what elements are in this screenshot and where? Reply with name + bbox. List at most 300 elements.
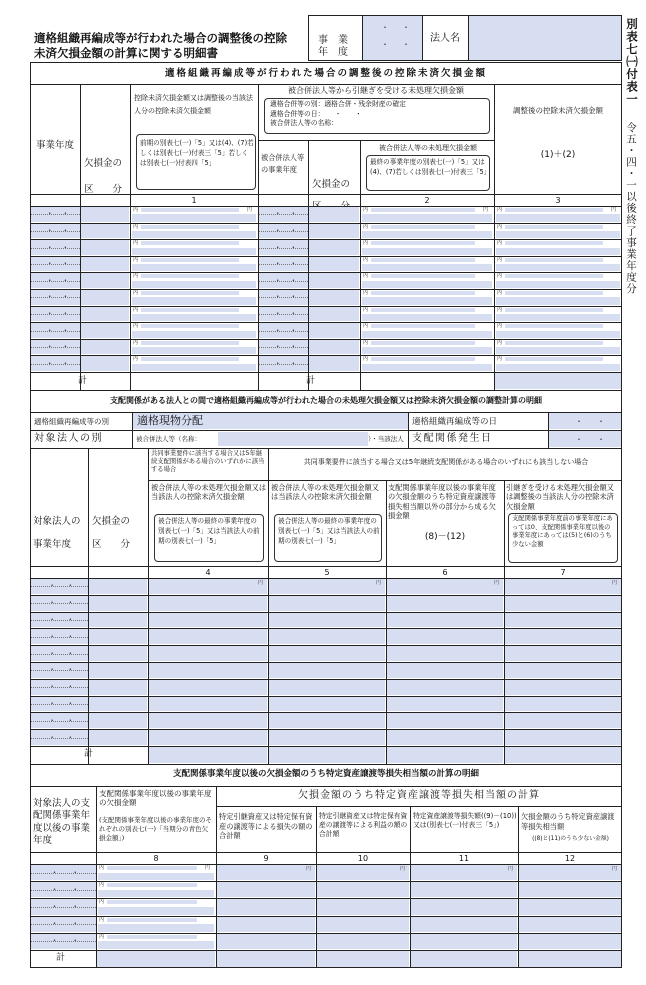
inner-label: 内 bbox=[99, 933, 105, 940]
s2-total-col6[interactable] bbox=[387, 747, 503, 763]
s1-merged-loss-type-cell[interactable] bbox=[309, 356, 359, 371]
s2-col7-head: 引継ぎを受ける未処理欠損金額又は調整後の当該法人分の控除未済欠損金額 bbox=[506, 483, 614, 511]
s1-merged-loss-type-cell[interactable] bbox=[309, 340, 359, 355]
s2-col4-cell[interactable] bbox=[149, 680, 267, 695]
s2-col6-formula: (8)－(12) bbox=[424, 532, 466, 542]
s3-col8-cell[interactable] bbox=[98, 873, 214, 881]
date-dot: ・ bbox=[48, 581, 57, 591]
s2-col7-cell[interactable] bbox=[505, 596, 621, 611]
s3-col8-cell-inner[interactable] bbox=[107, 883, 197, 887]
s3-col12-head: 欠損金額のうち特定資産譲渡等損失相当額 bbox=[521, 812, 615, 831]
s1-col2-cell[interactable] bbox=[362, 264, 492, 271]
s2-loss-type-cell[interactable] bbox=[89, 613, 147, 628]
date-dot: ・ bbox=[71, 884, 80, 894]
s2-col4-cell[interactable] bbox=[149, 646, 267, 661]
inner-label: 内 bbox=[99, 865, 105, 871]
row-line bbox=[30, 712, 622, 713]
s2-col5-cell[interactable] bbox=[269, 680, 385, 695]
s1-col3-cell-inner[interactable] bbox=[505, 258, 603, 262]
date-dot: ・ bbox=[289, 259, 298, 269]
s1-col1-cell[interactable] bbox=[132, 264, 256, 271]
s1-col1-cell-inner[interactable] bbox=[141, 324, 239, 328]
s2-col5-cell[interactable] bbox=[269, 613, 385, 628]
s1-col3-cell[interactable] bbox=[496, 264, 620, 271]
s1-merged-loss-type-cell[interactable] bbox=[309, 257, 359, 272]
s1-col2-cell-inner[interactable] bbox=[371, 225, 475, 229]
s3-col8-cell[interactable] bbox=[98, 890, 214, 898]
s1-col2-cell-inner[interactable] bbox=[371, 357, 475, 361]
s1-loss-type-cell[interactable] bbox=[81, 340, 129, 355]
s1-merged-loss-type-cell[interactable] bbox=[309, 207, 359, 222]
date-dot: ・ bbox=[66, 615, 75, 624]
date-dot: ・ bbox=[45, 242, 54, 252]
row-line bbox=[30, 916, 622, 917]
s3-col8-cell-inner[interactable] bbox=[107, 918, 197, 922]
s1-col1-cell-inner[interactable] bbox=[141, 208, 239, 212]
cell-divider bbox=[31, 347, 80, 348]
s2-col4-head: 被合併法人等の未処理欠損金額又は当該法人の控除未済欠損金額 bbox=[151, 483, 267, 502]
s1-col1-cell[interactable] bbox=[132, 331, 256, 338]
s1-col1-cell[interactable] bbox=[132, 214, 256, 221]
row-line bbox=[30, 306, 622, 307]
s2-col6-cell[interactable] bbox=[387, 629, 503, 644]
date-dot: ・ bbox=[45, 308, 54, 318]
inner-label: 内 bbox=[133, 306, 139, 313]
yen-label: 円 bbox=[611, 207, 617, 213]
s1-col3-cell-inner[interactable] bbox=[505, 208, 603, 212]
s1-col1-cell[interactable] bbox=[132, 347, 256, 354]
s3-col11-cell[interactable] bbox=[411, 899, 517, 914]
date-dot: ・ bbox=[289, 342, 298, 352]
date-dot: ・ bbox=[48, 615, 57, 624]
s3-total-col12[interactable] bbox=[519, 951, 621, 967]
date-dot: ・ bbox=[289, 308, 298, 318]
s2-total-label: 計 bbox=[84, 749, 94, 759]
s1-col2-cell[interactable] bbox=[362, 314, 492, 321]
s2-col7-cell[interactable] bbox=[505, 730, 621, 745]
inner-label: 内 bbox=[497, 323, 503, 330]
s1-col3-cell-inner[interactable] bbox=[505, 341, 603, 345]
s1-col2-cell[interactable] bbox=[362, 248, 492, 255]
s2-total-col7[interactable] bbox=[505, 747, 621, 763]
yen-label: 円 bbox=[494, 580, 500, 586]
s3-col8-cell[interactable] bbox=[98, 907, 214, 915]
s2-col4-cell[interactable] bbox=[149, 730, 267, 745]
s1-col1-cell[interactable] bbox=[132, 248, 256, 255]
row-line bbox=[30, 595, 622, 596]
s1-loss-type-cell[interactable] bbox=[81, 240, 129, 255]
date-dot: ・ bbox=[289, 225, 298, 235]
s2-col4-cell[interactable] bbox=[149, 596, 267, 611]
s2-col7-cell[interactable] bbox=[505, 680, 621, 695]
s1-merged-loss-type-cell[interactable] bbox=[309, 323, 359, 338]
row-line bbox=[30, 662, 622, 663]
date-dot: ・ bbox=[273, 242, 282, 252]
s2-col7-cell[interactable] bbox=[505, 629, 621, 644]
s1-col2-cell[interactable] bbox=[362, 347, 492, 354]
s1-col2-head: 被合併法人等の未処理欠損金額 bbox=[379, 144, 477, 152]
row-line bbox=[30, 628, 622, 629]
fiscal-year-label: 事 業 年 度 bbox=[318, 34, 348, 58]
inner-label: 内 bbox=[497, 223, 503, 230]
s2-col4-cell[interactable] bbox=[149, 629, 267, 644]
s2-loss-type-cell[interactable] bbox=[89, 629, 147, 644]
cell-divider bbox=[31, 654, 88, 655]
inner-label: 内 bbox=[497, 339, 503, 346]
s1-col2-cell[interactable] bbox=[362, 331, 492, 338]
s3-col8-cell-inner[interactable] bbox=[107, 900, 197, 904]
date-dot: ・ bbox=[45, 275, 54, 285]
date-dot: ・ bbox=[289, 292, 298, 302]
s2-loss-type-cell[interactable] bbox=[89, 579, 147, 594]
s1-col2-cell[interactable] bbox=[362, 364, 492, 371]
s3-col9-cell[interactable] bbox=[217, 917, 315, 932]
date-dot: ・ bbox=[289, 209, 298, 219]
s3-col11-cell[interactable] bbox=[411, 934, 517, 949]
inner-label: 内 bbox=[363, 240, 369, 247]
date-dot: ・ bbox=[48, 648, 57, 658]
yen-label: 円 bbox=[400, 866, 406, 872]
s2-col4-cell[interactable] bbox=[149, 579, 267, 594]
s3-col8-cell[interactable] bbox=[98, 924, 214, 932]
date-dot: ・ bbox=[273, 325, 282, 335]
date-dot: ・ bbox=[48, 665, 57, 675]
s2-col7-cell[interactable] bbox=[505, 613, 621, 628]
s3-col8-sub: (支配関係事業年度以後の事業年度のそれぞれの別表七(一)「当期分の青色欠損金額」) bbox=[99, 816, 213, 842]
date-dot: ・ bbox=[66, 732, 75, 742]
date-dot: ・ bbox=[71, 867, 80, 877]
s2-col5-cell[interactable] bbox=[269, 713, 385, 728]
s2-col7-cell[interactable] bbox=[505, 713, 621, 728]
s2-group-b-head: 共同事業要件に該当する場合又は5年継続支配関係がある場合のいずれにも該当しない場合 bbox=[303, 458, 589, 466]
s1-loss-type-cell[interactable] bbox=[81, 207, 129, 222]
s1-col2-cell-inner[interactable] bbox=[371, 208, 475, 212]
s3-col9-cell[interactable] bbox=[217, 865, 315, 880]
s3-year-label: 対象法人の支配関係事業年度以後の事業年度 bbox=[33, 798, 91, 847]
date-dot: ・ bbox=[50, 936, 59, 946]
date-dot: ・ bbox=[273, 342, 282, 352]
date-dot: ・ bbox=[50, 884, 59, 894]
date-dot: ・ bbox=[273, 358, 282, 368]
inner-label: 内 bbox=[133, 290, 139, 296]
inner-label: 内 bbox=[133, 223, 139, 230]
cell-divider bbox=[31, 924, 96, 925]
s3-col11-cell[interactable] bbox=[411, 917, 517, 932]
inner-label: 内 bbox=[363, 256, 369, 263]
s2-col6-cell[interactable] bbox=[387, 596, 503, 611]
s1-col1-cell[interactable] bbox=[132, 314, 256, 321]
s2-col4-cell[interactable] bbox=[149, 697, 267, 712]
s2-col6-cell[interactable] bbox=[387, 730, 503, 745]
s2-col7-cell[interactable] bbox=[505, 579, 621, 594]
s2-col5-head: 被合併法人等の未処理欠損金額又は当該法人の控除未済欠損金額 bbox=[271, 483, 379, 502]
s1-col1-head: 控除未済欠損金額又は調整後の当該法人分の控除未済欠損金額 bbox=[134, 94, 253, 115]
s1-col2-cell[interactable] bbox=[362, 281, 492, 288]
s3-col12-cell[interactable] bbox=[519, 882, 621, 897]
s1-col3-cell[interactable] bbox=[496, 214, 620, 221]
s2-loss-type-cell[interactable] bbox=[89, 730, 147, 745]
date-dot: ・ bbox=[66, 682, 75, 692]
yen-label: 円 bbox=[258, 580, 264, 586]
date-dot: ・ bbox=[71, 902, 80, 911]
target-name-field[interactable] bbox=[218, 432, 368, 446]
cell-divider bbox=[31, 586, 88, 587]
date-dot: ・ bbox=[71, 936, 80, 946]
s2-col4-cell[interactable] bbox=[149, 663, 267, 678]
s2-col5-cell[interactable] bbox=[269, 579, 385, 594]
s1-col1-cell-inner[interactable] bbox=[141, 258, 239, 262]
s3-col12-cell[interactable] bbox=[519, 934, 621, 949]
s2-col6-cell[interactable] bbox=[387, 680, 503, 695]
s1-col2-cell-inner[interactable] bbox=[371, 308, 475, 312]
s1-col2-cell[interactable] bbox=[362, 231, 492, 238]
cell-divider bbox=[31, 721, 88, 722]
s1-col3-cell[interactable] bbox=[496, 347, 620, 354]
s1-col3-cell[interactable] bbox=[496, 331, 620, 338]
s2-col6-cell[interactable] bbox=[387, 697, 503, 712]
row-line bbox=[30, 256, 622, 257]
s1-merged-loss-type-cell[interactable] bbox=[309, 240, 359, 255]
s3-col10-cell[interactable] bbox=[317, 899, 409, 914]
s2-col5-cell[interactable] bbox=[269, 697, 385, 712]
row-line bbox=[30, 272, 622, 273]
s3-col10-cell[interactable] bbox=[317, 865, 409, 880]
s3-col8-cell-inner[interactable] bbox=[107, 866, 197, 870]
s3-col11-cell[interactable] bbox=[411, 865, 517, 880]
s3-col11-cell[interactable] bbox=[411, 882, 517, 897]
s2-col6-cell[interactable] bbox=[387, 646, 503, 661]
date-dot: ・ bbox=[66, 598, 75, 608]
cell-divider bbox=[259, 347, 308, 348]
s1-col2-cell-inner[interactable] bbox=[371, 324, 475, 328]
s3-col8-cell-inner[interactable] bbox=[107, 935, 197, 939]
s2-loss-type-cell[interactable] bbox=[89, 697, 147, 712]
s3-col12-cell[interactable] bbox=[519, 899, 621, 914]
inner-label: 内 bbox=[99, 899, 105, 906]
cell-divider bbox=[259, 248, 308, 249]
date-dot: ・ bbox=[45, 325, 54, 335]
s3-col12-cell[interactable] bbox=[519, 917, 621, 932]
row-line bbox=[30, 645, 622, 646]
inner-label: 内 bbox=[133, 356, 139, 363]
s1-loss-type-cell[interactable] bbox=[81, 257, 129, 272]
s2-loss-type-cell[interactable] bbox=[89, 663, 147, 678]
inner-label: 内 bbox=[497, 306, 503, 313]
inner-label: 内 bbox=[363, 356, 369, 363]
row-line bbox=[30, 355, 622, 356]
date-dot: ・ bbox=[45, 225, 54, 235]
s3-total-label: 計 bbox=[56, 953, 66, 963]
s3-total-col11[interactable] bbox=[411, 951, 517, 967]
s1-col3-cell-inner[interactable] bbox=[505, 324, 603, 328]
corporation-name-field[interactable] bbox=[469, 16, 621, 60]
s1-col1-cell[interactable] bbox=[132, 364, 256, 371]
date-dot: ・ bbox=[45, 292, 54, 302]
s2-col4-cell[interactable] bbox=[149, 613, 267, 628]
s1-loss-type-cell[interactable] bbox=[81, 307, 129, 322]
s1-total-col3[interactable] bbox=[495, 373, 621, 389]
reorg-type-value: 適格現物分配 bbox=[137, 414, 203, 427]
s1-total-label: 計 bbox=[78, 376, 88, 386]
s1-col1-cell[interactable] bbox=[132, 297, 256, 304]
s1-merged-loss-type-cell[interactable] bbox=[309, 290, 359, 305]
s1-loss-type-cell[interactable] bbox=[81, 356, 129, 371]
s2-col7-cell[interactable] bbox=[505, 646, 621, 661]
date-dot: ・ bbox=[50, 919, 59, 929]
s1-col1-cell-inner[interactable] bbox=[141, 241, 239, 245]
cell-divider bbox=[259, 364, 308, 365]
s1-loss-type-cell[interactable] bbox=[81, 224, 129, 239]
s1-col1-cell[interactable] bbox=[132, 231, 256, 238]
s2-col5-cell[interactable] bbox=[269, 730, 385, 745]
s1-col1-cell-inner[interactable] bbox=[141, 291, 239, 295]
s1-col3-cell[interactable] bbox=[496, 281, 620, 288]
cell-divider bbox=[259, 314, 308, 315]
s1-loss-type-label: 欠損金の 区 分 bbox=[84, 157, 123, 196]
reorg-date-field[interactable] bbox=[549, 413, 621, 429]
cell-divider bbox=[31, 873, 96, 874]
s2-col5-cell[interactable] bbox=[269, 596, 385, 611]
s2-year-label: 対象法人の 事業年度 bbox=[33, 515, 81, 550]
s1-col2-cell-inner[interactable] bbox=[371, 341, 475, 345]
s1-col1-cell-inner[interactable] bbox=[141, 341, 239, 345]
date-dot: ・ bbox=[48, 715, 57, 725]
form-title: 適格組織再編成等が行われた場合の調整後の控除 未済欠損金額の計算に関する明細書 bbox=[34, 31, 287, 60]
s2-col5-cell[interactable] bbox=[269, 629, 385, 644]
s1-col1-cell[interactable] bbox=[132, 281, 256, 288]
s1-loss-type-cell[interactable] bbox=[81, 323, 129, 338]
s1-col2-cell-inner[interactable] bbox=[371, 241, 475, 245]
s1-col1-cell-inner[interactable] bbox=[141, 274, 239, 278]
date-dot: ・ bbox=[45, 342, 54, 352]
yen-label: 円 bbox=[247, 207, 253, 213]
inner-label: 内 bbox=[363, 223, 369, 230]
row-line bbox=[30, 578, 622, 579]
control-date-label: 支配関係発生日 bbox=[412, 433, 493, 444]
s3-total-col9[interactable] bbox=[217, 951, 315, 967]
row-line bbox=[30, 729, 622, 730]
s1-loss-type-cell[interactable] bbox=[81, 290, 129, 305]
s1-col2-cell-inner[interactable] bbox=[371, 291, 475, 295]
s1-col3-cell[interactable] bbox=[496, 364, 620, 371]
s1-col2-cell[interactable] bbox=[362, 297, 492, 304]
date-dot: ・ bbox=[48, 682, 57, 692]
s1-merged-loss-type-cell[interactable] bbox=[309, 224, 359, 239]
date-dot: ・ bbox=[71, 919, 80, 929]
control-date-field[interactable] bbox=[549, 431, 621, 447]
date-dot: ・ bbox=[66, 699, 75, 708]
s2-loss-type-cell[interactable] bbox=[89, 680, 147, 695]
cell-divider bbox=[31, 687, 88, 688]
s1-col1-cell-inner[interactable] bbox=[141, 357, 239, 361]
s2-col7-cell[interactable] bbox=[505, 663, 621, 678]
cell-divider bbox=[31, 314, 80, 315]
s2-col4-cell[interactable] bbox=[149, 713, 267, 728]
s1-merged-loss-type-cell[interactable] bbox=[309, 307, 359, 322]
section3-heading: 支配関係事業年度以後の欠損金額のうち特定資産譲渡等損失相当額の計算の明細 bbox=[172, 769, 479, 779]
s2-col7-cell[interactable] bbox=[505, 697, 621, 712]
s1-col3-cell[interactable] bbox=[496, 297, 620, 304]
s3-col8-cell[interactable] bbox=[98, 941, 214, 949]
s1-col3-cell-inner[interactable] bbox=[505, 308, 603, 312]
s1-col3-cell-inner[interactable] bbox=[505, 357, 603, 361]
s1-col2-cell[interactable] bbox=[362, 214, 492, 221]
yen-label: 円 bbox=[508, 866, 514, 872]
s3-col10-cell[interactable] bbox=[317, 934, 409, 949]
date-dot: ・ bbox=[61, 259, 70, 269]
s1-col1-cell-inner[interactable] bbox=[141, 225, 239, 229]
s2-loss-type-cell[interactable] bbox=[89, 646, 147, 661]
row-line bbox=[30, 612, 622, 613]
s2-col6-cell[interactable] bbox=[387, 663, 503, 678]
s1-col3-cell-inner[interactable] bbox=[505, 291, 603, 295]
yen-label: 円 bbox=[612, 580, 618, 586]
inner-label: 内 bbox=[99, 916, 105, 923]
s2-loss-type-cell[interactable] bbox=[89, 713, 147, 728]
s2-col6-cell[interactable] bbox=[387, 713, 503, 728]
s1-col1-cell-inner[interactable] bbox=[141, 308, 239, 312]
fiscal-year-field[interactable] bbox=[362, 16, 422, 60]
s1-merged-loss-type-cell[interactable] bbox=[309, 273, 359, 288]
inner-label: 内 bbox=[99, 882, 105, 889]
cell-divider bbox=[259, 297, 308, 298]
s1-col3-cell-inner[interactable] bbox=[505, 274, 603, 278]
s3-col9-cell[interactable] bbox=[217, 934, 315, 949]
s3-col10-cell[interactable] bbox=[317, 917, 409, 932]
cell-divider bbox=[259, 264, 308, 265]
s2-loss-type-cell[interactable] bbox=[89, 596, 147, 611]
s3-col9-cell[interactable] bbox=[217, 882, 315, 897]
yen-label: 円 bbox=[612, 866, 618, 872]
s2-total-col5[interactable] bbox=[269, 747, 385, 763]
s1-loss-type-label-2: 欠損金の bbox=[312, 178, 351, 190]
date-dot: ・ bbox=[48, 699, 57, 708]
s1-merged-year-label: 被合併法人等の事業年度 bbox=[261, 153, 305, 174]
s2-col6-cell[interactable] bbox=[387, 579, 503, 594]
s1-col3-cell-inner[interactable] bbox=[505, 241, 603, 245]
s1-col3-cell[interactable] bbox=[496, 314, 620, 321]
date-dot: ・ bbox=[273, 292, 282, 302]
row-line bbox=[30, 696, 622, 697]
date-dot: ・ bbox=[273, 275, 282, 285]
s3-total-col10[interactable] bbox=[317, 951, 409, 967]
inner-label: 内 bbox=[133, 207, 139, 213]
date-dot: ・ bbox=[61, 242, 70, 252]
row-line bbox=[30, 881, 622, 882]
s1-col3-cell-inner[interactable] bbox=[505, 225, 603, 229]
date-dot: ・ bbox=[48, 732, 57, 742]
s3-col9-cell[interactable] bbox=[217, 899, 315, 914]
s2-col5-cell[interactable] bbox=[269, 663, 385, 678]
s2-total-col4[interactable] bbox=[149, 747, 267, 763]
s2-col6-cell[interactable] bbox=[387, 613, 503, 628]
s3-col10-cell[interactable] bbox=[317, 882, 409, 897]
section2-heading: 支配関係がある法人との間で適格組織再編成等が行われた場合の未処理欠損金額又は控除未済欠損金額の調整計算の明細 bbox=[110, 396, 542, 405]
s3-total-col8[interactable] bbox=[97, 951, 215, 967]
s2-col5-cell[interactable] bbox=[269, 646, 385, 661]
reorg-type-label: 適格組織再編成等の別 bbox=[34, 417, 109, 426]
cell-divider bbox=[259, 231, 308, 232]
s3-col12-cell[interactable] bbox=[519, 865, 621, 880]
s1-loss-type-cell[interactable] bbox=[81, 273, 129, 288]
yen-label: 円 bbox=[306, 866, 312, 872]
s1-col3-cell[interactable] bbox=[496, 248, 620, 255]
inner-label: 内 bbox=[497, 256, 503, 263]
s1-col2-cell-inner[interactable] bbox=[371, 274, 475, 278]
s1-col3-cell[interactable] bbox=[496, 231, 620, 238]
date-dot: ・ bbox=[66, 715, 75, 725]
s1-col2-cell-inner[interactable] bbox=[371, 258, 475, 262]
